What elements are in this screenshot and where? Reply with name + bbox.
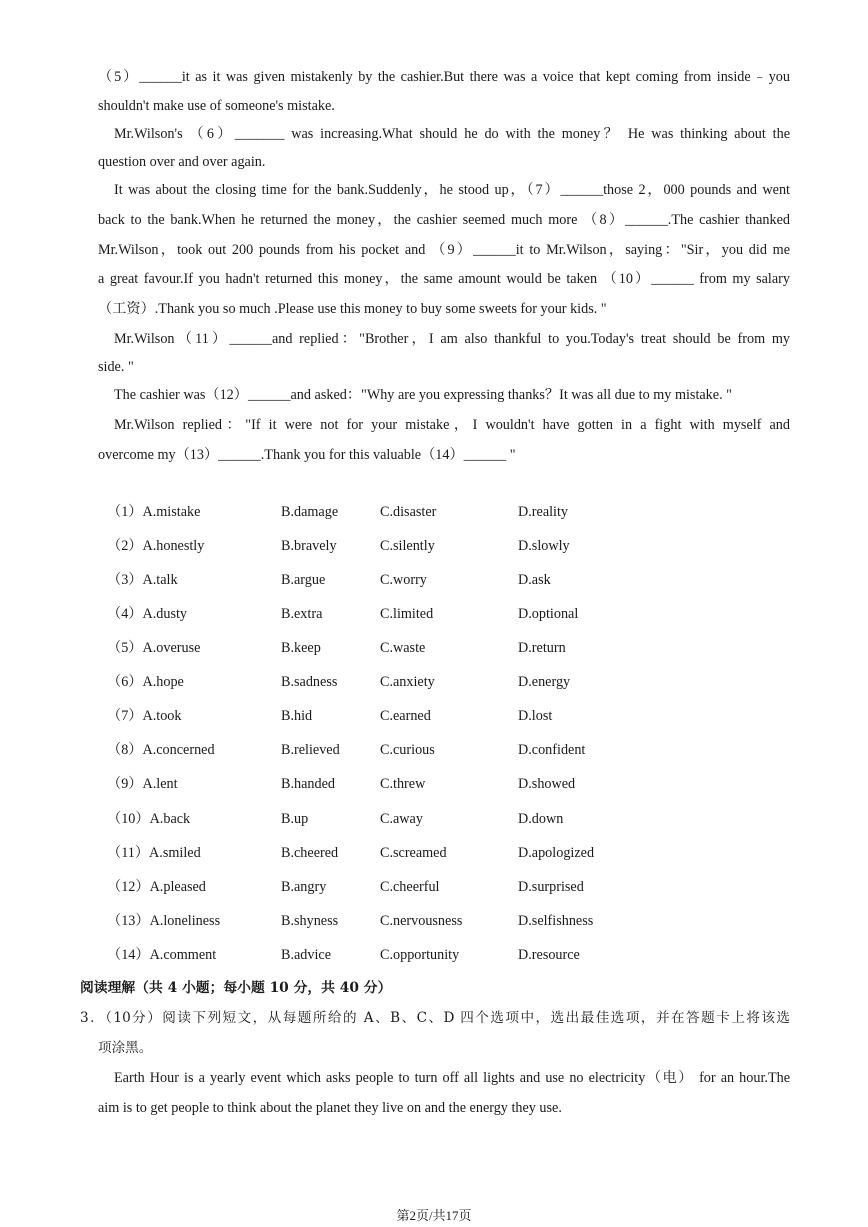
option-b: B.bravely (281, 538, 337, 554)
option-row (0, 741, 868, 761)
section-heading: 阅读理解（共 4 小题；每小题 10 分，共 40 分） (80, 980, 392, 996)
option-row (0, 878, 868, 898)
option-a: （8）A.concerned (107, 742, 215, 758)
option-a: （14）A.comment (107, 947, 217, 963)
option-row (0, 639, 868, 659)
option-d: D.lost (518, 708, 553, 724)
option-c: C.screamed (380, 845, 447, 861)
option-c: C.opportunity (380, 947, 460, 963)
option-d: D.confident (518, 742, 586, 758)
passage-line: Mr.Wilson（11）______and replied："Brother，I am also thankful to you.Today's treat should be from my (114, 331, 790, 347)
option-b: B.damage (281, 504, 339, 520)
option-row (0, 912, 868, 932)
option-a: （5）A.overuse (107, 640, 201, 656)
option-d: D.resource (518, 947, 580, 963)
option-a: （10）A.back (107, 811, 191, 827)
option-c: C.silently (380, 538, 435, 554)
option-b: B.keep (281, 640, 321, 656)
option-a: （13）A.loneliness (107, 913, 221, 929)
option-row (0, 946, 868, 966)
option-row (0, 537, 868, 557)
passage-line: question over and over again. (98, 154, 266, 170)
option-row (0, 775, 868, 795)
option-d: D.showed (518, 776, 576, 792)
passage-line: side. " (98, 359, 134, 375)
passage-line: （5）______it as it was given mistakenly by the cashier.But there was a voice that kept coming from inside﹣you (98, 69, 790, 85)
option-a: （6）A.hope (107, 674, 184, 690)
option-b: B.relieved (281, 742, 340, 758)
option-d: D.apologized (518, 845, 595, 861)
option-b: B.advice (281, 947, 332, 963)
option-row (0, 503, 868, 523)
option-c: C.cheerful (380, 879, 440, 895)
passage-line: （工资）.Thank you so much .Please use this money to buy some sweets for your kids. " (98, 301, 607, 317)
option-b: B.up (281, 811, 309, 827)
option-b: B.angry (281, 879, 327, 895)
page-number: 第2页/共17页 (396, 1208, 472, 1223)
passage-line: Mr.Wilson，took out 200 pounds from his pocket and （9）______it to Mr.Wilson，saying："Sir，you did me (98, 242, 790, 258)
option-d: D.energy (518, 674, 571, 690)
option-d: D.slowly (518, 538, 570, 554)
option-a: （7）A.took (107, 708, 182, 724)
passage-line: Mr.Wilson's （6）_______ was increasing.What should he do with the money？ He was thinking about the (114, 126, 790, 142)
option-a: （9）A.lent (107, 776, 178, 792)
passage-line: a great favour.If you hadn't returned this money，the same amount would be taken （10）______ from my salary (98, 271, 790, 287)
option-c: C.threw (380, 776, 426, 792)
option-c: C.anxiety (380, 674, 435, 690)
option-d: D.surprised (518, 879, 584, 895)
option-d: D.return (518, 640, 566, 656)
passage-line: It was about the closing time for the bank.Suddenly，he stood up，（7）______those 2，000 pounds and went (114, 182, 790, 198)
passage-line: overcome my（13）______.Thank you for this valuable（14）______ " (98, 447, 516, 463)
passage-line: Mr.Wilson replied："If it were not for your mistake，I wouldn't have gotten in a fight with myself and (114, 417, 790, 433)
question-3-instruction: 3．（10分）阅读下列短文，从每题所给的 A、B、C、D 四个选项中，选出最佳选项，并在答题卡上将该选 (80, 1010, 790, 1026)
option-c: C.limited (380, 606, 434, 622)
option-row (0, 844, 868, 864)
passage-line: back to the bank.When he returned the money，the cashier seemed much more （8）______.The cashier thanked (98, 212, 790, 228)
option-a: （4）A.dusty (107, 606, 188, 622)
option-c: C.earned (380, 708, 431, 724)
option-b: B.extra (281, 606, 323, 622)
passage-line: The cashier was（12）______and asked："Why are you expressing thanks？It was all due to my mistake. " (114, 387, 732, 403)
option-d: D.down (518, 811, 564, 827)
option-d: D.selfishness (518, 913, 594, 929)
option-a: （3）A.talk (107, 572, 178, 588)
passage-line: shouldn't make use of someone's mistake. (98, 98, 335, 114)
option-b: B.shyness (281, 913, 339, 929)
option-b: B.argue (281, 572, 326, 588)
option-b: B.sadness (281, 674, 338, 690)
option-row (0, 605, 868, 625)
option-a: （2）A.honestly (107, 538, 205, 554)
option-row (0, 707, 868, 727)
question-3-instruction-cont: 项涂黑。 (98, 1040, 153, 1056)
option-c: C.waste (380, 640, 426, 656)
option-c: C.nervousness (380, 913, 463, 929)
option-c: C.curious (380, 742, 435, 758)
option-c: C.disaster (380, 504, 437, 520)
option-b: B.cheered (281, 845, 339, 861)
option-b: B.hid (281, 708, 313, 724)
option-row (0, 571, 868, 591)
option-c: C.away (380, 811, 423, 827)
option-row (0, 673, 868, 693)
reading-passage-line: aim is to get people to think about the planet they live on and the energy they use. (98, 1100, 562, 1116)
option-row (0, 810, 868, 830)
option-a: （11）A.smiled (107, 845, 201, 861)
option-d: D.optional (518, 606, 579, 622)
option-d: D.reality (518, 504, 569, 520)
option-d: D.ask (518, 572, 551, 588)
option-a: （12）A.pleased (107, 879, 206, 895)
option-c: C.worry (380, 572, 427, 588)
option-b: B.handed (281, 776, 335, 792)
option-a: （1）A.mistake (107, 504, 201, 520)
reading-passage-line: Earth Hour is a yearly event which asks people to turn off all lights and use no electricity（电） for an hour.The (114, 1070, 790, 1086)
